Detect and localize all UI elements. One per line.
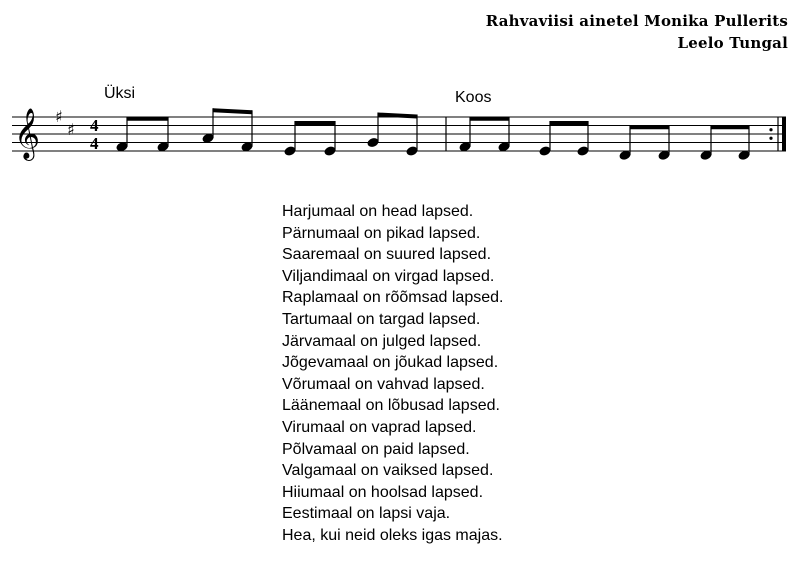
beam (550, 121, 588, 125)
time-signature-bottom: 4 (90, 134, 99, 153)
together-marking: Koos (455, 89, 492, 106)
solo-marking: Üksi (104, 85, 136, 102)
beam (470, 117, 509, 121)
lyric-line: Saaremaal on suured lapsed. (282, 246, 492, 264)
lyric-line: Hea, kui neid oleks igas majas. (282, 526, 503, 544)
lyric-line: Jõgevamaal on jõukad lapsed. (282, 354, 499, 372)
staff-lines (12, 117, 786, 151)
beam (630, 125, 669, 129)
music-staff (0, 0, 800, 200)
time-signature-top: 4 (90, 116, 99, 135)
beam (378, 113, 417, 119)
lyric-line: Eestimaal on lapsi vaja. (282, 505, 451, 523)
lyric-line: Valgamaal on vaiksed lapsed. (282, 462, 494, 480)
beam (711, 125, 749, 129)
beam (295, 121, 335, 125)
repeat-dot (769, 137, 772, 140)
notes (115, 108, 750, 161)
lyric-line: Pärnumaal on pikad lapsed. (282, 224, 481, 242)
lyric-line: Järvamaal on julged lapsed. (282, 332, 482, 350)
lyric-line: Tartumaal on targad lapsed. (282, 310, 481, 328)
lyric-line: Raplamaal on rõõmsad lapsed. (282, 289, 504, 307)
sharp-sign: ♯ (67, 119, 75, 139)
beam (213, 108, 252, 114)
lyric-line: Võrumaal on vahvad lapsed. (282, 375, 485, 393)
lyric-line: Hiiumaal on hoolsad lapsed. (282, 483, 484, 501)
beam (127, 117, 168, 121)
repeat-dot (769, 128, 772, 131)
music-credit: Rahvaviisi ainetel Monika Pullerits (485, 12, 788, 30)
lyrics (282, 201, 503, 547)
final-barline (782, 117, 786, 151)
lyric-line: Läänemaal on lõbusad lapsed. (282, 397, 500, 415)
lyric-line: Harjumaal on head lapsed. (282, 203, 474, 220)
treble-clef: 𝄞 (14, 108, 41, 159)
lyric-line: Virumaal on vaprad lapsed. (282, 418, 477, 436)
lyrics-credit: Leelo Tungal (677, 34, 788, 52)
lyric-line: Põlvamaal on paid lapsed. (282, 440, 470, 458)
sharp-sign: ♯ (55, 107, 63, 126)
lyric-line: Viljandimaal on virgad lapsed. (282, 267, 495, 285)
